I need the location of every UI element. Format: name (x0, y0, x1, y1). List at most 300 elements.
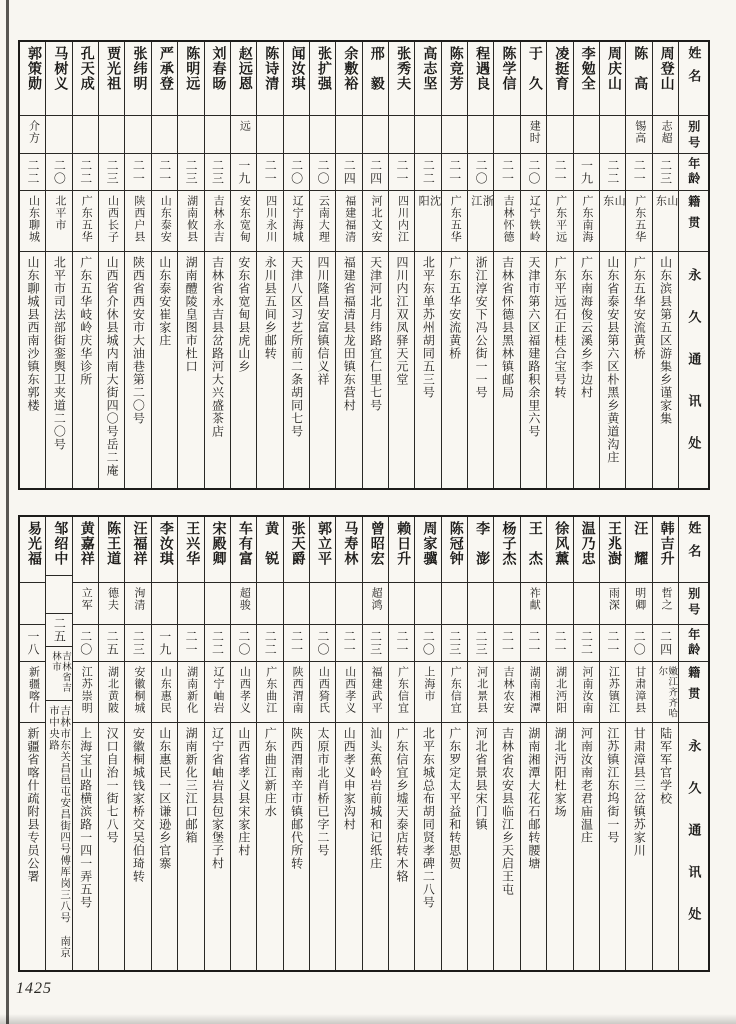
person-age: 二一 (447, 159, 462, 185)
person-age-cell (178, 154, 203, 191)
person-name: 于久 (526, 46, 542, 106)
person-age-cell (99, 154, 124, 191)
person-name: 李澎 (474, 521, 490, 581)
person-age-cell (99, 625, 124, 662)
person-name: 陈王道 (105, 521, 121, 566)
person-address-cell (389, 252, 414, 488)
person-alias-cell (574, 116, 599, 154)
person-address: 湖南醴陵皇图市杜口 (184, 256, 199, 373)
person-address-cell (574, 723, 599, 970)
person-alias: 介方 (27, 120, 40, 144)
person-address: 北平东城总布胡同贤孝碑二八号 (421, 727, 436, 909)
header-name-text: 姓名 (686, 46, 702, 92)
person-alias-cell (125, 583, 150, 625)
person-native-place: 河北文安 (370, 195, 383, 243)
scan-gutter-edge (6, 0, 9, 1024)
person-native-place: 吉林永吉 (211, 195, 224, 243)
person-address: 吉林省怀德县黑林镇邮局 (500, 256, 515, 399)
person-column (283, 517, 309, 970)
person-age-cell (626, 154, 651, 191)
person-address-cell (626, 723, 651, 970)
person-age-cell (231, 154, 256, 191)
person-address-cell (494, 723, 519, 970)
person-age-cell (152, 154, 177, 191)
person-native-place: 吉林省吉林市 (50, 650, 71, 693)
person-address-cell (494, 252, 519, 488)
header-native-text: 籍贯 (686, 666, 701, 708)
person-address: 山东滨县第五区游集乡谨家集 (658, 256, 673, 425)
person-column (177, 42, 203, 488)
person-native-place: 甘肃漳县 (633, 666, 646, 714)
person-address-cell (521, 723, 546, 970)
person-address-cell (468, 723, 493, 970)
person-native-place-cell (389, 662, 414, 723)
person-column (362, 42, 388, 488)
person-age: 二二 (78, 159, 93, 185)
person-age: 二一 (553, 159, 568, 185)
person-column (546, 517, 572, 970)
person-native-place: 山西猗氏 (317, 666, 330, 714)
person-alias-cell (468, 583, 493, 625)
person-name: 凌挺育 (553, 46, 569, 91)
person-alias-cell (46, 116, 71, 154)
person-name-cell (152, 42, 177, 116)
person-name-cell (626, 42, 651, 116)
person-age: 二〇 (315, 630, 330, 656)
person-native-place-cell (415, 191, 440, 252)
person-address-cell (257, 252, 282, 488)
person-native-place-cell (521, 662, 546, 723)
person-alias-cell (336, 583, 361, 625)
person-age-cell (600, 154, 625, 191)
person-column (652, 42, 678, 488)
person-alias-cell (257, 116, 282, 154)
header-age-text: 年龄 (686, 628, 701, 658)
person-column (573, 517, 599, 970)
person-column (493, 42, 519, 488)
person-column (309, 42, 335, 488)
person-name-cell (653, 517, 678, 583)
person-age-cell (205, 154, 230, 191)
person-age: 二四 (342, 159, 357, 185)
person-native-place-cell (336, 191, 361, 252)
person-age-cell (626, 625, 651, 662)
person-address-cell (46, 252, 71, 488)
person-native-place: 嫩江齐齐哈尔 (656, 666, 677, 719)
person-native-place-cell (310, 662, 335, 723)
person-address: 湖北沔阳杜家场 (553, 727, 568, 818)
person-age: 二三 (184, 159, 199, 185)
person-column (124, 517, 150, 970)
person-name-cell (231, 42, 256, 116)
person-alias: 志超 (660, 120, 673, 144)
person-age: 二〇 (78, 630, 93, 656)
person-age: 二五 (52, 616, 67, 643)
person-name: 温乃忠 (579, 521, 595, 566)
person-address: 吉林省农安县临江乡天启王屯 (500, 727, 515, 896)
person-name-cell (521, 517, 546, 583)
person-address: 河北省景县宋门镇 (474, 727, 489, 831)
person-column (599, 517, 625, 970)
person-name-cell (99, 42, 124, 116)
person-alias-cell (415, 116, 440, 154)
person-address-cell (415, 252, 440, 488)
person-address: 天津八区习艺所前二条胡同七号 (289, 256, 304, 438)
person-age-cell (653, 154, 678, 191)
person-native-place: 广东五华 (633, 195, 646, 243)
person-native-place-cell (547, 662, 572, 723)
person-native-place: 湖北黄陂 (106, 666, 119, 714)
header-native-label (679, 662, 708, 723)
person-age: 二〇 (474, 159, 489, 185)
person-column (625, 517, 651, 970)
person-address-cell (653, 252, 678, 488)
person-address-cell (600, 252, 625, 488)
person-native-place-cell (626, 191, 651, 252)
person-address: 浙江淳安下冯公街一一号 (474, 256, 489, 399)
person-age: 二三 (447, 630, 462, 656)
person-name: 汪耀 (632, 521, 648, 581)
person-native-place: 广东信宜 (449, 666, 462, 714)
person-name: 王杰 (526, 521, 542, 581)
person-name-cell (574, 42, 599, 116)
person-age-cell (73, 154, 98, 191)
person-age: 二〇 (52, 159, 67, 185)
person-address: 广东五华安流黄桥 (447, 256, 462, 360)
header-address-text: 永久通讯处 (686, 739, 702, 949)
person-age-cell (653, 625, 678, 662)
person-native-place: 沈阳 (417, 195, 441, 228)
person-native-place: 广东五华 (80, 195, 93, 243)
person-name-cell (415, 517, 440, 583)
person-age: 二二 (25, 159, 40, 185)
person-name-cell (46, 42, 71, 116)
person-age: 二一 (526, 630, 541, 656)
header-age-text: 年龄 (686, 157, 701, 187)
person-native-place-cell (178, 662, 203, 723)
person-native-place: 安东宽甸 (238, 195, 251, 243)
person-address: 河南汝南老君庙温庄 (579, 727, 594, 844)
person-native-place: 湖北沔阳 (554, 666, 567, 714)
person-name: 闻汝琪 (289, 46, 305, 91)
person-native-place-cell (20, 662, 45, 723)
person-native-place-cell (415, 662, 440, 723)
person-name-cell (46, 517, 71, 576)
header-name-text: 姓名 (686, 521, 702, 567)
person-age-cell (547, 625, 572, 662)
person-address: 山东惠民一区谦逊乡官寨 (157, 727, 172, 870)
person-alias-cell (125, 116, 150, 154)
person-address-cell (521, 252, 546, 488)
person-native-place: 山西孝义 (238, 666, 251, 714)
person-column (151, 42, 177, 488)
person-column (467, 517, 493, 970)
header-address-label (679, 252, 708, 488)
person-alias-cell (600, 116, 625, 154)
header-address-label (679, 723, 708, 970)
person-native-place-cell (310, 191, 335, 252)
person-age: 二一 (395, 159, 410, 185)
person-alias-cell (363, 116, 388, 154)
person-alias-cell (99, 583, 124, 625)
scan-shadow (0, 1014, 736, 1024)
person-native-place-cell (600, 191, 625, 252)
person-age-cell (125, 625, 150, 662)
person-age-cell (46, 154, 71, 191)
person-name: 邹绍中 (52, 521, 68, 566)
person-name: 郭立平 (315, 521, 331, 566)
header-column (678, 517, 708, 970)
person-name-cell (415, 42, 440, 116)
person-name-cell (257, 42, 282, 116)
person-native-place: 辽宁铁岭 (528, 195, 541, 243)
person-name: 程遇良 (474, 46, 490, 91)
person-alias-cell (257, 583, 282, 625)
person-age: 二〇 (236, 630, 251, 656)
person-address-cell (231, 252, 256, 488)
person-address-cell (600, 723, 625, 970)
person-native-place-cell (46, 647, 71, 702)
person-alias-cell (99, 116, 124, 154)
person-age: 二一 (605, 630, 620, 656)
person-address: 吉林市东关昌邑屯安昌街四号傅厍岗三八号 南京市中央路 (48, 705, 71, 959)
person-address: 汉口自治一街七八号 (105, 727, 120, 844)
person-address: 广东信宜乡墟天泰店转木辂 (395, 727, 410, 883)
person-name: 余敷裕 (342, 46, 358, 91)
person-alias-cell (389, 583, 414, 625)
person-native-place: 陕西渭南 (291, 666, 304, 714)
person-column (230, 42, 256, 488)
person-native-place-cell (653, 191, 678, 252)
person-address-cell (310, 252, 335, 488)
person-native-place-cell (125, 191, 150, 252)
person-name: 张天爵 (289, 521, 305, 566)
person-name: 马树义 (52, 46, 68, 91)
person-native-place: 湖南新化 (185, 666, 198, 714)
person-alias-cell (415, 583, 440, 625)
person-address: 四川隆昌安富镇信义祥 (315, 256, 330, 386)
person-name-cell (389, 517, 414, 583)
person-name-cell (257, 517, 282, 583)
person-alias-cell (310, 583, 335, 625)
person-native-place: 广东信宜 (396, 666, 409, 714)
person-address-cell (205, 252, 230, 488)
person-address-cell (415, 723, 440, 970)
person-address: 广东五华安流黄桥 (632, 256, 647, 360)
person-address-cell (284, 252, 309, 488)
person-age-cell (310, 154, 335, 191)
person-name-cell (336, 517, 361, 583)
person-native-place: 河北景县 (475, 666, 488, 714)
person-name: 刘春旸 (210, 46, 226, 91)
person-name: 陈冠钟 (447, 521, 463, 566)
person-name-cell (442, 42, 467, 116)
person-age: 二一 (500, 159, 515, 185)
person-column (124, 42, 150, 488)
person-name-cell (547, 42, 572, 116)
person-alias-cell (152, 116, 177, 154)
person-alias-cell (547, 583, 572, 625)
person-name: 黄锐 (263, 521, 279, 581)
person-age: 二一 (395, 630, 410, 656)
person-name: 赖日升 (395, 521, 411, 566)
person-alias-cell (574, 583, 599, 625)
person-age: 二三 (658, 159, 673, 185)
person-name: 贾光祖 (105, 46, 121, 91)
person-address: 甘肃漳县三岔镇苏家川 (632, 727, 647, 857)
person-age: 一九 (236, 159, 251, 185)
person-alias: 超鸿 (370, 587, 383, 611)
person-native-place: 湖南攸县 (185, 195, 198, 243)
header-alias-text: 别号 (686, 587, 701, 619)
person-age-cell (336, 154, 361, 191)
person-address: 永川县五间乡邮转 (263, 256, 278, 360)
person-age: 二一 (184, 630, 199, 656)
person-alias-cell (363, 583, 388, 625)
person-age: 二一 (289, 630, 304, 656)
person-column (441, 517, 467, 970)
person-address-cell (178, 252, 203, 488)
person-address-cell (20, 252, 45, 488)
person-native-place-cell (257, 191, 282, 252)
person-name-cell (178, 517, 203, 583)
person-native-place-cell (521, 191, 546, 252)
person-address: 安东省宽甸县虎山乡 (236, 256, 251, 373)
person-column (520, 517, 546, 970)
person-native-place: 云南大理 (317, 195, 330, 243)
person-alias-cell (336, 116, 361, 154)
person-column (230, 517, 256, 970)
directory-table-bottom (18, 515, 710, 972)
person-name-cell (73, 42, 98, 116)
person-name-cell (363, 517, 388, 583)
person-native-place-cell (205, 191, 230, 252)
person-age-cell (178, 625, 203, 662)
person-native-place: 浙江 (469, 195, 494, 228)
person-age-cell (442, 625, 467, 662)
person-address-cell (257, 723, 282, 970)
person-name: 张扩强 (315, 46, 331, 91)
person-native-place: 山东 (601, 195, 626, 228)
person-name-cell (99, 517, 124, 583)
person-native-place-cell (178, 191, 203, 252)
person-name: 周庆山 (605, 46, 621, 91)
person-native-place: 四川永川 (264, 195, 277, 243)
person-address-cell (99, 252, 124, 488)
person-address-cell (363, 723, 388, 970)
person-age-cell (231, 625, 256, 662)
person-column (98, 517, 124, 970)
person-column (20, 42, 45, 488)
person-name-cell (547, 517, 572, 583)
person-age-cell (20, 154, 45, 191)
person-native-place-cell (152, 662, 177, 723)
header-address-text: 永久通讯处 (686, 268, 702, 478)
person-age-cell (389, 625, 414, 662)
person-alias-cell (653, 583, 678, 625)
person-native-place: 辽宁海城 (291, 195, 304, 243)
person-alias: 建时 (528, 120, 541, 144)
person-alias-cell (389, 116, 414, 154)
person-column (45, 42, 71, 488)
person-age: 二二 (421, 159, 436, 185)
person-name: 周登山 (658, 46, 674, 91)
person-address: 山西孝义申家沟村 (342, 727, 357, 831)
person-address-cell (46, 701, 71, 970)
person-native-place-cell (468, 662, 493, 723)
person-name: 张纬明 (131, 46, 147, 91)
person-name-cell (284, 42, 309, 116)
person-alias: 洵清 (132, 587, 145, 611)
person-age-cell (125, 154, 150, 191)
person-native-place: 山东泰安 (159, 195, 172, 243)
person-age-cell (257, 625, 282, 662)
person-age-cell (205, 625, 230, 662)
person-alias-cell (626, 583, 651, 625)
person-alias: 祚献 (528, 587, 541, 611)
person-name: 周家骥 (421, 521, 437, 566)
person-age: 二〇 (421, 630, 436, 656)
person-name: 车有富 (236, 521, 252, 566)
person-column (652, 517, 678, 970)
person-name: 陈诗清 (263, 46, 279, 91)
person-name-cell (600, 517, 625, 583)
person-native-place-cell (152, 191, 177, 252)
person-age-cell (363, 154, 388, 191)
person-address-cell (178, 723, 203, 970)
person-name: 黄嘉祥 (78, 521, 94, 566)
person-age: 二一 (263, 159, 278, 185)
person-column (388, 42, 414, 488)
person-address: 山东泰安崔家庄 (157, 256, 172, 347)
person-native-place: 湖南湘潭 (528, 666, 541, 714)
person-address: 北平市司法部街銮舆卫夹道二〇号 (52, 256, 67, 451)
person-alias-cell (626, 116, 651, 154)
person-address-cell (336, 723, 361, 970)
person-address: 山东省泰安县第六区朴黑乡黄道沟庄 (605, 256, 620, 464)
person-age-cell (494, 625, 519, 662)
person-age-cell (20, 625, 45, 662)
person-native-place-cell (574, 662, 599, 723)
person-native-place-cell (231, 191, 256, 252)
person-name: 韩吉升 (658, 521, 674, 566)
person-native-place-cell (99, 662, 124, 723)
person-address: 陕西省西安市大油巷第二〇号 (131, 256, 146, 425)
person-age-cell (257, 154, 282, 191)
person-name-cell (205, 517, 230, 583)
person-address: 吉林省永吉县岔路河大兴盛茶店 (210, 256, 225, 438)
person-column (335, 517, 361, 970)
person-native-place-cell (284, 191, 309, 252)
person-name-cell (152, 517, 177, 583)
person-alias-cell (521, 583, 546, 625)
person-age-cell (336, 625, 361, 662)
person-native-place: 山西长子 (106, 195, 119, 243)
person-age-cell (363, 625, 388, 662)
person-age: 二〇 (526, 159, 541, 185)
person-address-cell (363, 252, 388, 488)
person-native-place: 广东曲江 (264, 666, 277, 714)
person-age-cell (574, 625, 599, 662)
person-address: 上海宝山路横滨路一四一弄五号 (78, 727, 93, 909)
person-address-cell (336, 252, 361, 488)
person-alias-cell (442, 583, 467, 625)
person-native-place-cell (547, 191, 572, 252)
person-age: 二四 (658, 630, 673, 656)
person-age: 二一 (632, 159, 647, 185)
person-alias-cell (205, 583, 230, 625)
person-name: 杨子杰 (500, 521, 516, 566)
